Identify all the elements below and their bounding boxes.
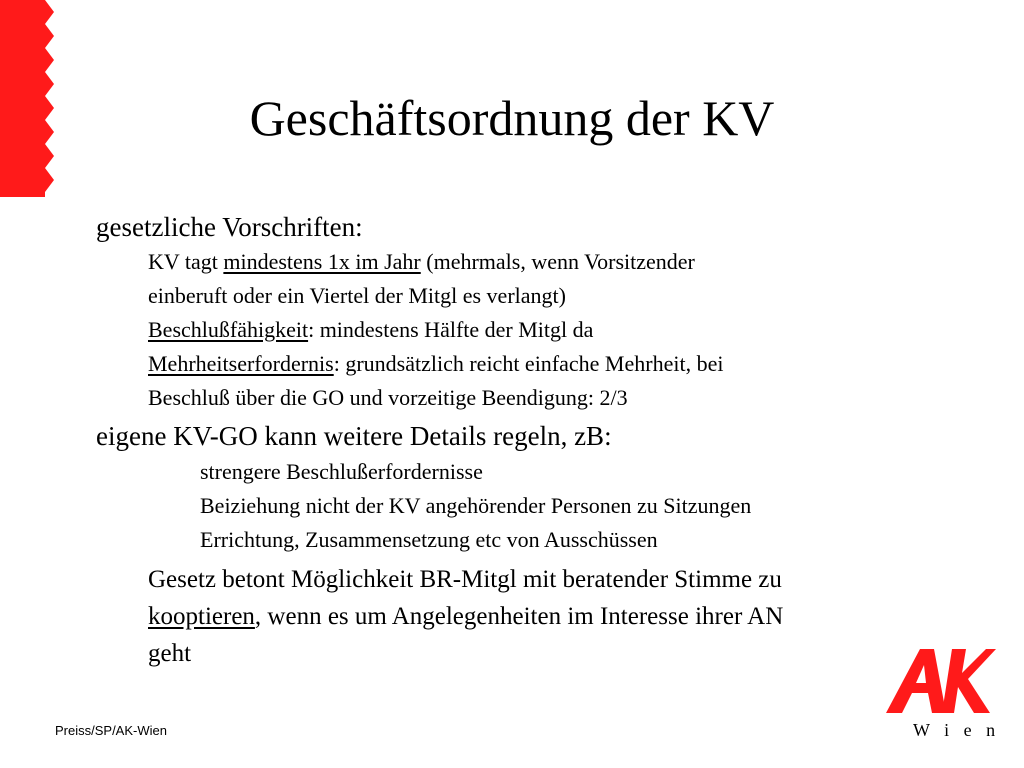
text-line: strengere Beschlußerfordernisse	[200, 459, 483, 484]
slide-title: Geschäftsordnung der KV	[249, 90, 775, 146]
underlined-term: kooptieren	[148, 603, 255, 630]
ak-logo-icon	[886, 645, 996, 717]
text-line: Gesetz betont Möglichkeit BR-Mitgl mit beratender Stimme zu	[148, 566, 782, 593]
text-line: Beschluß über die GO und vorzeitige Beendigung: 2/3	[148, 385, 628, 410]
text-segment: : mindestens Hälfte der Mitgl da	[308, 317, 594, 342]
heading-own-rules: eigene KV-GO kann weitere Details regeln, zB:	[96, 421, 612, 451]
text-line: Beiziehung nicht der KV angehörender Personen zu Sitzungen	[200, 493, 752, 518]
text-line: Errichtung, Zusammensetzung etc von Ausschüssen	[200, 527, 658, 552]
text-line	[148, 349, 723, 379]
heading-legal-rules: gesetzliche Vorschriften:	[96, 212, 363, 242]
underlined-term: mindestens 1x im Jahr	[223, 249, 421, 274]
text-line	[148, 598, 783, 636]
text-line: einberuft oder ein Viertel der Mitgl es verlangt)	[148, 283, 566, 308]
underlined-term: Mehrheitserfordernis	[148, 351, 334, 376]
text-segment: : grundsätzlich reicht einfache Mehrheit, bei	[333, 351, 724, 376]
logo-city-text: W i e n	[913, 720, 1001, 740]
text-segment: , wenn es um Angelegenheiten im Interesse ihrer AN	[254, 603, 784, 630]
text-segment: KV tagt	[148, 249, 224, 274]
text-line	[148, 315, 593, 345]
text-line: geht	[148, 640, 192, 667]
underlined-term: Beschlußfähigkeit	[148, 317, 309, 342]
footer-text: Preiss/SP/AK-Wien	[55, 723, 167, 738]
text-segment: (mehrmals, wenn Vorsitzender	[420, 249, 695, 274]
text-line	[148, 247, 695, 277]
